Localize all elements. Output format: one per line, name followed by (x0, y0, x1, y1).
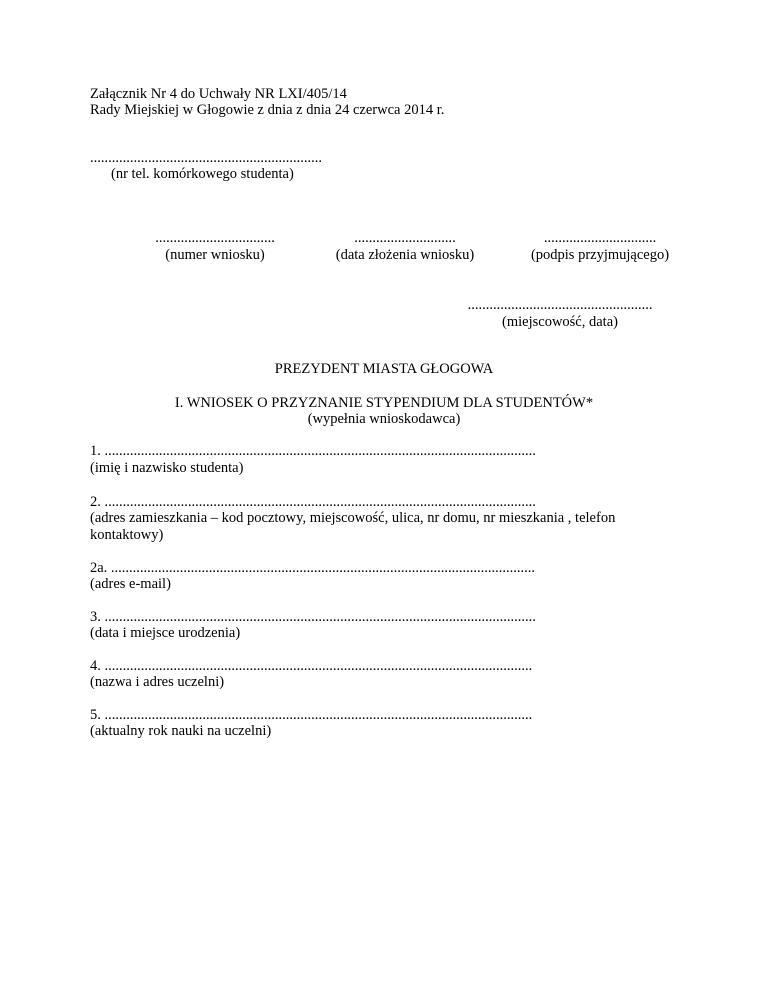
receiver-signature-label: (podpis przyjmującego) (530, 247, 670, 263)
place-date-dots: ................................................... (467, 297, 653, 313)
field-1-label: (imię i nazwisko studenta) (90, 460, 244, 476)
field-2-line: 2. ....................................................................................................................... (90, 494, 536, 510)
receiver-signature-dots: ............................... (543, 230, 657, 246)
application-number-label: (numer wniosku) (165, 247, 265, 263)
attachment-header-line1: Załącznik Nr 4 do Uchwały NR LXI/405/14 (90, 86, 347, 102)
place-date-label: (miejscowość, data) (502, 314, 618, 330)
application-number-dots: ................................. (155, 230, 275, 246)
phone-label: (nr tel. komórkowego studenta) (111, 166, 294, 182)
phone-dots: ................................................................ (90, 150, 322, 166)
field-5-label: (aktualny rok nauki na uczelni) (90, 723, 272, 739)
field-3-line: 3. ....................................................................................................................... (90, 609, 536, 625)
field-2a-label: (adres e-mail) (90, 576, 171, 592)
form-subtitle: (wypełnia wnioskodawca) (307, 411, 461, 427)
form-title: I. WNIOSEK O PRZYZNANIE STYPENDIUM DLA STUDENTÓW* (174, 395, 594, 411)
field-2a-line: 2a. ..................................................................................................................... (90, 560, 536, 576)
submission-date-dots: ............................ (354, 230, 456, 246)
submission-date-label: (data złożenia wniosku) (335, 247, 475, 263)
attachment-header-line2: Rady Miejskiej w Głogowie z dnia z dnia 24 czerwca 2014 r. (90, 102, 445, 118)
addressee: PREZYDENT MIASTA GŁOGOWA (274, 361, 494, 377)
field-2-label: (adres zamieszkania – kod pocztowy, miejscowość, ulica, nr domu, nr mieszkania , telefon kontaktowy) (90, 510, 616, 543)
field-4-line: 4. ...................................................................................................................... (90, 658, 533, 674)
field-5-line: 5. ...................................................................................................................... (90, 707, 533, 723)
field-4-label: (nazwa i adres uczelni) (90, 674, 225, 690)
field-3-label: (data i miejsce urodzenia) (90, 625, 241, 641)
field-1-line: 1. ....................................................................................................................... (90, 443, 536, 459)
